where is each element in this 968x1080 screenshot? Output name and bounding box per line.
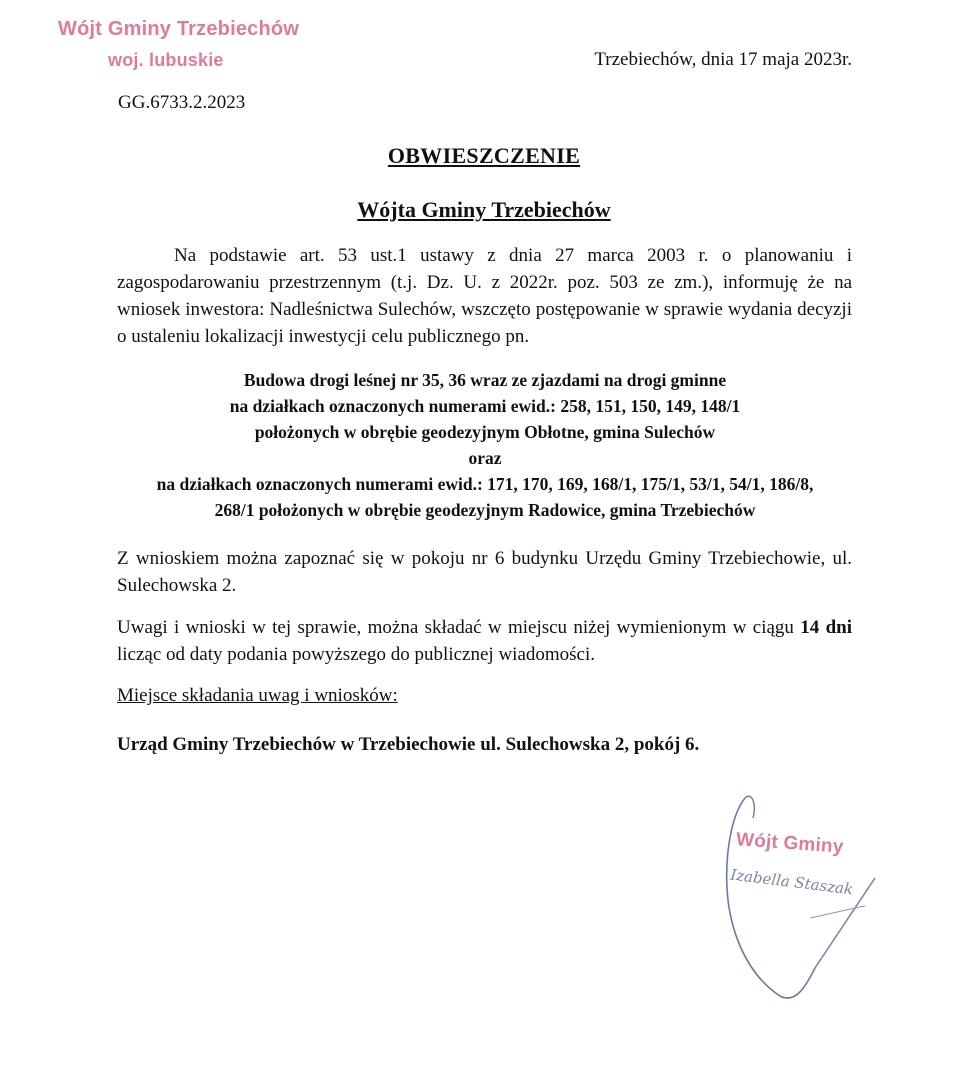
investment-line: 268/1 położonych w obrębie geodezyjnym Radowice, gmina Trzebiechów: [214, 500, 756, 520]
intro-text: Na podstawie art. 53 ust.1 ustawy z dnia 27 marca 2003 r. o planowaniu i zagospodarowaniu przestrzennym (t.j. Dz. U. z 2022r. poz. 503 ze zm.), informuję że na wniosek inwestora: Nadleśnictwa Sulechów, wszczęto postępowanie w sprawie wydania decyzji o ustaleniu lokalizacji inwestycji celu publicznego pn.: [117, 245, 852, 347]
investment-block: [100, 367, 870, 523]
intro-paragraph: [117, 242, 852, 350]
document-title: OBWIESZCZENIE: [387, 143, 581, 168]
signature-name: Izabella Staszak: [729, 865, 855, 899]
remarks-paragraph: [117, 614, 852, 668]
region-stamp: woj. lubuskie: [108, 50, 224, 70]
investment-line: położonych w obrębie geodezyjnym Obłotne, gmina Sulechów: [254, 422, 716, 442]
investment-line: na działkach oznaczonych numerami ewid.: 258, 151, 150, 149, 148/1: [229, 396, 741, 416]
signature-scribble-icon: [705, 788, 895, 1008]
submission-place-address: Urząd Gminy Trzebiechów w Trzebiechowie ul. Sulechowska 2, pokój 6.: [117, 734, 700, 755]
review-paragraph: Z wnioskiem można zapoznać się w pokoju nr 6 budynku Urzędu Gminy Trzebiechowie, ul. Sulechowska 2.: [117, 548, 852, 596]
remarks-text-end: licząc od daty podania powyższego do publicznej wiadomości.: [117, 644, 596, 665]
deadline: 14 dni: [800, 617, 852, 638]
submission-place-label: Miejsce składania uwag i wniosków:: [117, 685, 398, 706]
investment-line: oraz: [468, 448, 502, 468]
place-date: Trzebiechów, dnia 17 maja 2023r.: [594, 49, 852, 70]
signature-stamp: Wójt Gminy: [735, 829, 845, 858]
investment-line: na działkach oznaczonych numerami ewid.: 171, 170, 169, 168/1, 175/1, 53/1, 54/1, 186/8,: [156, 474, 814, 494]
investment-line: Budowa drogi leśnej nr 35, 36 wraz ze zjazdami na drogi gminne: [243, 370, 727, 390]
document-subtitle: Wójta Gminy Trzebiechów: [357, 197, 611, 222]
office-stamp: Wójt Gminy Trzebiechów: [58, 18, 300, 40]
remarks-text: Uwagi i wnioski w tej sprawie, można składać w miejscu niżej wymienionym w ciągu: [117, 617, 794, 638]
reference-number: GG.6733.2.2023: [118, 92, 246, 113]
